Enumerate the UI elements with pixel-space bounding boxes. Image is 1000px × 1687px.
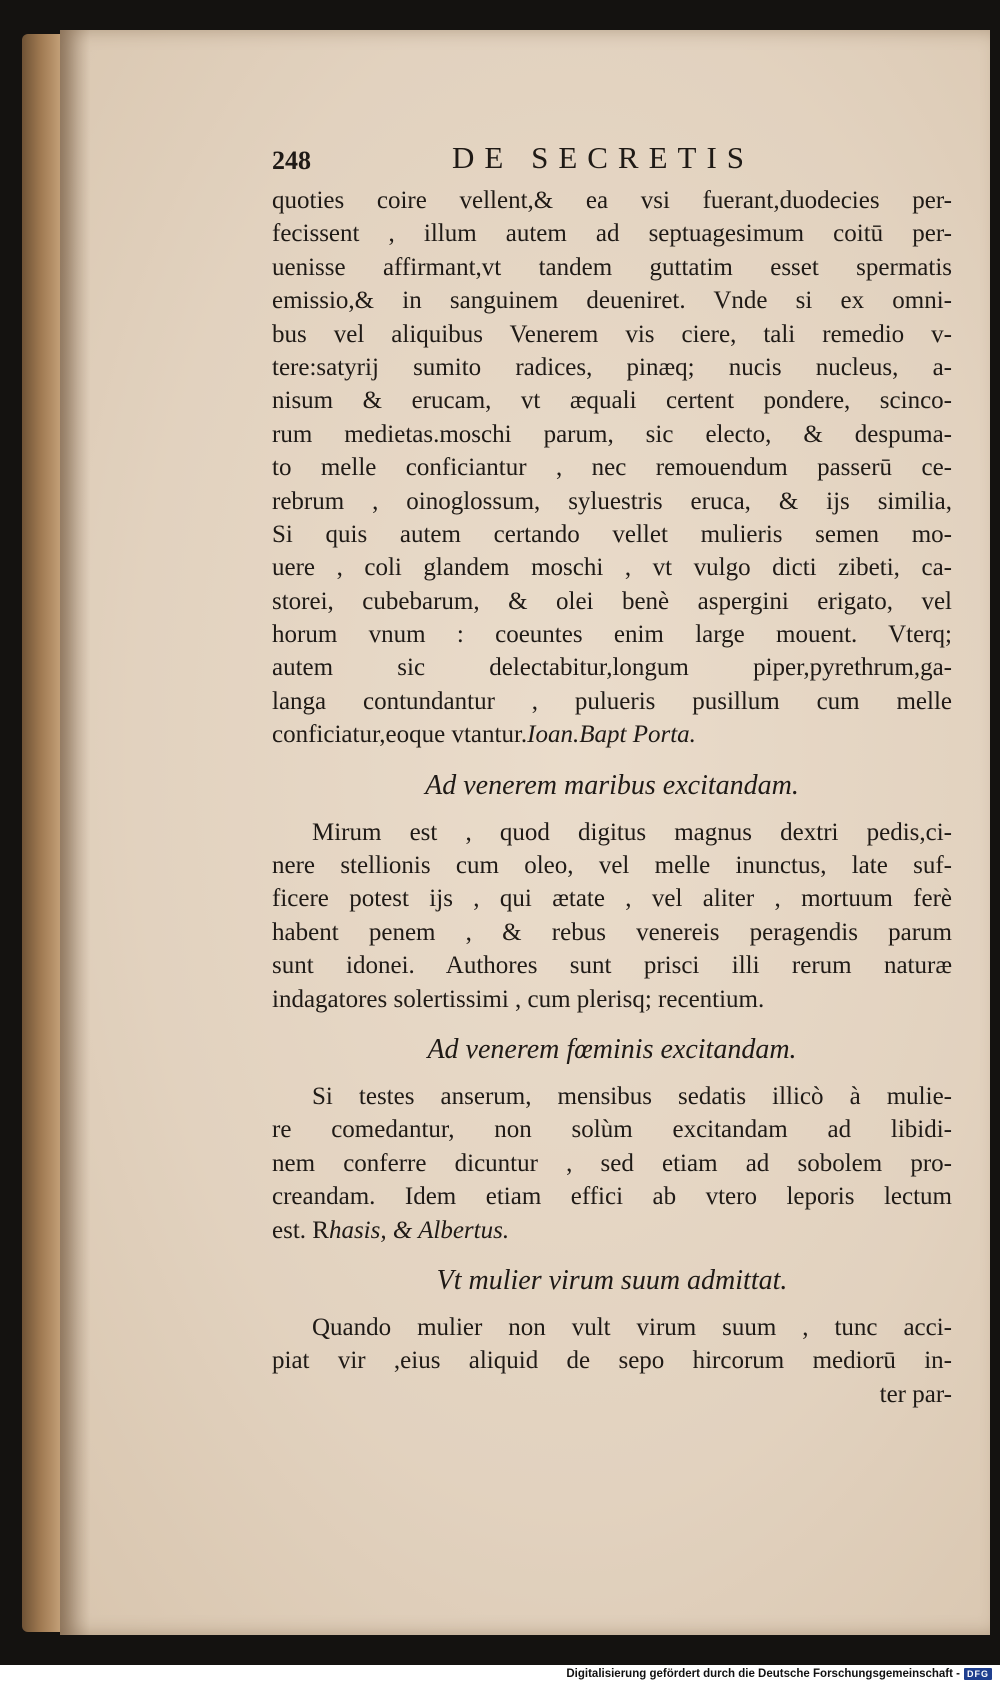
text-line: sunt idonei. Authores sunt prisci illi rerum naturæ: [272, 952, 952, 980]
paragraph-continuation: [272, 184, 952, 752]
text-line: rebrum , oinoglossum, syluestris eruca, & ijs similia,: [272, 487, 952, 515]
text-line: rum medietas.moschi parum, sic electo, & despuma-: [272, 420, 952, 448]
page-text-block: [272, 140, 952, 1411]
digitization-credit: [566, 1668, 992, 1680]
section-heading-foeminis: Ad venerem fœminis excitandam.: [427, 1033, 797, 1065]
gutter-shadow: [60, 30, 90, 1635]
running-title: DE SECRETIS: [452, 140, 755, 175]
text-line-last: [272, 1214, 952, 1247]
paragraph-foeminis: [272, 1080, 952, 1247]
paragraph-maribus: [272, 816, 952, 1016]
text-line: langa contundantur , pulueris pusillum cum melle: [272, 687, 952, 715]
text-line: nisum & erucam, vt æquali certent pondere, scinco-: [272, 387, 952, 415]
text-line: tere:satyrij sumito radices, pinæq; nucis nucleus, a-: [272, 353, 952, 381]
text-line: habent penem , & rebus venereis peragendis parum: [272, 918, 952, 946]
text-fragment: est. R: [272, 1216, 329, 1244]
text-fragment: conficiatur,eoque vtantur.: [272, 721, 528, 749]
text-line: uere , coli glandem moschi , vt vulgo dicti zibeti, ca-: [272, 554, 952, 582]
page-number: 248: [272, 146, 311, 175]
catchword: ter par-: [879, 1380, 952, 1408]
running-head: [272, 140, 952, 180]
text-line: re comedantur, non solùm excitandam ad libidi-: [272, 1116, 952, 1144]
text-line: autem sic delectabitur,longum piper,pyrethrum,ga-: [272, 654, 952, 682]
text-line: Quando mulier non vult virum suum , tunc acci-: [312, 1313, 952, 1341]
paragraph-admittat: [272, 1311, 952, 1378]
text-line: piat vir ,eius aliquid de sepo hircorum mediorū in-: [272, 1347, 952, 1375]
text-line-last: indagatores solertissimi , cum plerisq; recentium.: [272, 985, 765, 1013]
text-line: Si testes anserum, mensibus sedatis illicò à mulie-: [312, 1082, 952, 1110]
text-line: nere stellionis cum oleo, vel melle inunctus, late suf-: [272, 852, 952, 880]
text-line: to melle conficiantur , nec remouendum passerū ce-: [272, 454, 952, 482]
text-line: Mirum est , quod digitus magnus dextri pedis,ci-: [312, 818, 952, 846]
text-line: Si quis autem certando vellet mulieris semen mo-: [272, 520, 952, 548]
section-heading-maribus: Ad venerem maribus excitandam.: [425, 769, 799, 801]
text-line: horum vnum : coeuntes enim large mouent. Vterq;: [272, 621, 952, 649]
text-line: creandam. Idem etiam effici ab vtero leporis lectum: [272, 1183, 952, 1211]
text-line: storei, cubebarum, & olei benè aspergini erigato, vel: [272, 587, 952, 615]
citation-rhasis: hasis, & Albertus.: [328, 1216, 510, 1244]
section-heading-admittat: Vt mulier virum suum admittat.: [436, 1264, 788, 1296]
credit-text: Digitalisierung gefördert durch die Deutsche Forschungsgemeinschaft -: [566, 1668, 960, 1680]
text-line: fecissent , illum autem ad septuagesimum coitū per-: [272, 220, 952, 248]
text-line: nem conferre dicuntur , sed etiam ad sobolem pro-: [272, 1149, 952, 1177]
book-page-edges: [22, 34, 64, 1632]
text-line: bus vel aliquibus Venerem vis ciere, tali remedio v-: [272, 320, 952, 348]
citation-porta: Ioan.Bapt Porta.: [527, 721, 696, 749]
text-line: ficere potest ijs , qui ætate , vel aliter , mortuum ferè: [272, 885, 952, 913]
text-line: uenisse affirmant,vt tandem guttatim esset spermatis: [272, 253, 952, 281]
dfg-logo: DFG: [964, 1668, 992, 1680]
text-line: emissio,& in sanguinem deueniret. Vnde si ex omni-: [272, 287, 952, 315]
text-line-last: [272, 718, 952, 751]
text-line: quoties coire vellent,& ea vsi fuerant,duodecies per-: [272, 187, 952, 214]
